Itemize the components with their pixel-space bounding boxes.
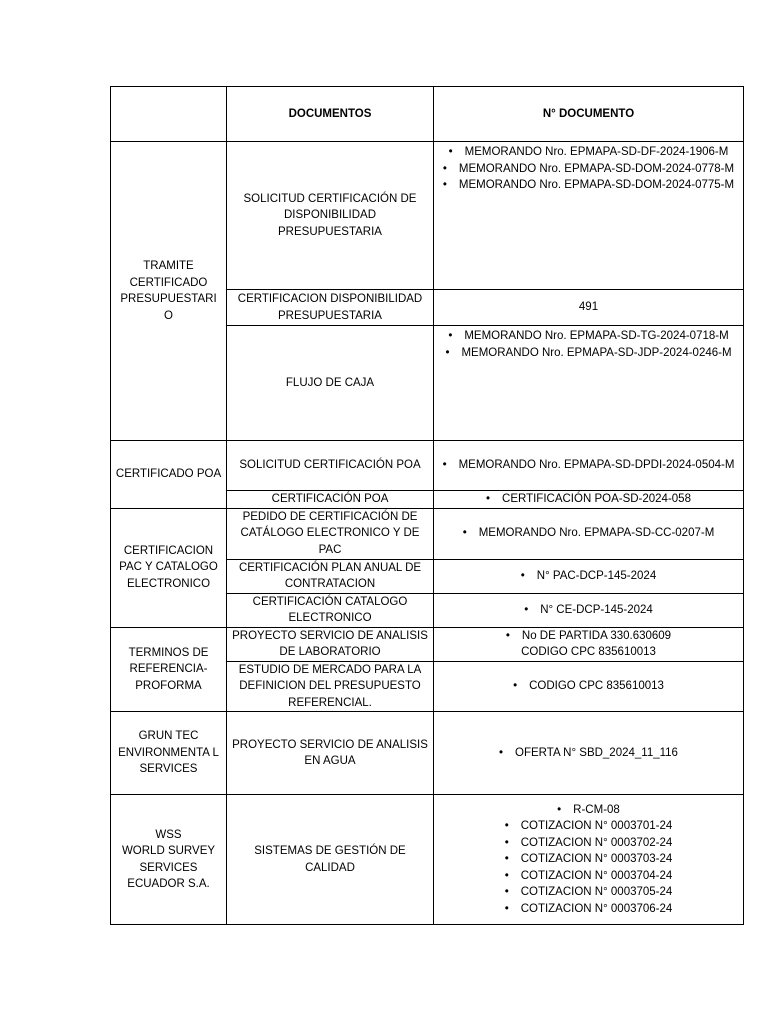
document-number-cell — [434, 508, 744, 559]
document-number-cell — [434, 559, 744, 593]
bullet-icon: • — [462, 527, 467, 540]
list-item: • MEMORANDO Nro. EPMAPA-SD-JDP-2024-0246-M — [438, 345, 739, 362]
bullet-list — [438, 678, 739, 695]
list-item: • CODIGO CPC 835610013 — [438, 678, 739, 695]
list-item-continuation: CODIGO CPC 835610013 — [521, 646, 656, 658]
header-documents: DOCUMENTOS — [227, 87, 434, 142]
document-number-plain: 491 — [434, 290, 744, 326]
header-document-number: N° DOCUMENTO — [434, 87, 744, 142]
table-row — [111, 441, 744, 491]
bullet-icon: • — [499, 746, 504, 759]
group-title: TERMINOS DE REFERENCIA-PROFORMA — [111, 627, 227, 712]
group-title: CERTIFICADO POA — [111, 441, 227, 509]
bullet-list — [438, 491, 739, 508]
document-name: CERTIFICACIÓN PLAN ANUAL DE CONTRATACION — [227, 559, 434, 593]
bullet-icon: • — [442, 459, 447, 472]
bullet-icon: • — [504, 836, 509, 849]
bullet-list — [438, 457, 739, 474]
list-item: • MEMORANDO Nro. EPMAPA-SD-TG-2024-0718-M — [438, 328, 739, 345]
bullet-icon: • — [520, 569, 525, 582]
bullet-list — [438, 602, 739, 619]
list-item: • OFERTA N° SBD_2024_11_116 — [438, 745, 739, 762]
list-item: • MEMORANDO Nro. EPMAPA-SD-DF-2024-1906-M — [438, 144, 739, 161]
document-name: CERTIFICACIÓN CATALOGO ELECTRONICO — [227, 593, 434, 627]
bullet-icon: • — [504, 820, 509, 833]
document-number-cell — [434, 593, 744, 627]
list-item: • R-CM-08 — [438, 802, 739, 819]
list-item: • COTIZACION N° 0003701-24 — [438, 818, 739, 835]
documents-table — [110, 86, 744, 925]
bullet-list — [438, 628, 739, 661]
list-item: • COTIZACION N° 0003705-24 — [438, 884, 739, 901]
list-item: • N° PAC-DCP-145-2024 — [438, 568, 739, 585]
list-item: • MEMORANDO Nro. EPMAPA-SD-CC-0207-M — [438, 525, 739, 542]
list-item: • No DE PARTIDA 330.630609 — [438, 628, 739, 645]
bullet-icon: • — [448, 146, 453, 158]
document-name: PEDIDO DE CERTIFICACIÓN DE CATÁLOGO ELECTRONICO Y DE PAC — [227, 508, 434, 559]
bullet-icon: • — [442, 162, 447, 175]
bullet-icon: • — [445, 346, 450, 359]
table-row — [111, 142, 744, 290]
list-item: • COTIZACION N° 0003704-24 — [438, 868, 739, 885]
bullet-list — [438, 328, 739, 361]
document-number-cell — [434, 326, 744, 441]
document-number-cell — [434, 627, 744, 661]
table-row — [111, 795, 744, 925]
table-header-row — [111, 87, 744, 142]
document-number-cell — [434, 441, 744, 491]
header-empty-cell — [111, 87, 227, 142]
bullet-icon: • — [524, 603, 529, 616]
document-number-cell — [434, 661, 744, 712]
bullet-icon: • — [504, 869, 509, 882]
document-number-cell — [434, 142, 744, 290]
document-name: SISTEMAS DE GESTIÓN DE CALIDAD — [227, 795, 434, 925]
bullet-list — [438, 525, 739, 542]
group-title: TRAMITE CERTIFICADO PRESUPUESTARI O — [111, 142, 227, 441]
list-item: • CERTIFICACIÓN POA-SD-2024-058 — [438, 491, 739, 508]
document-name: SOLICITUD CERTIFICACIÓN DE DISPONIBILIDAD PRESUPUESTARIA — [227, 142, 434, 290]
bullet-list — [438, 802, 739, 918]
list-item: • N° CE-DCP-145-2024 — [438, 602, 739, 619]
bullet-icon: • — [513, 680, 518, 692]
bullet-icon: • — [442, 179, 447, 191]
table-row — [111, 627, 744, 661]
group-title — [111, 795, 227, 925]
bullet-list — [438, 745, 739, 762]
document-number-cell — [434, 712, 744, 795]
list-item: • MEMORANDO Nro. EPMAPA-SD-DOM-2024-0778-M — [438, 161, 739, 178]
bullet-icon: • — [504, 853, 509, 866]
bullet-icon: • — [505, 629, 510, 642]
document-name: CERTIFICACION DISPONIBILIDAD PRESUPUESTARIA — [227, 290, 434, 326]
document-name: ESTUDIO DE MERCADO PARA LA DEFINICION DEL PRESUPUESTO REFERENCIAL. — [227, 661, 434, 712]
table-row — [111, 712, 744, 795]
list-item: • COTIZACION N° 0003702-24 — [438, 835, 739, 852]
document-name: CERTIFICACIÓN POA — [227, 491, 434, 509]
bullet-list — [438, 568, 739, 585]
document-number-cell — [434, 491, 744, 509]
group-title: CERTIFICACION PAC Y CATALOGO ELECTRONICO — [111, 508, 227, 627]
table-row — [111, 508, 744, 559]
bullet-icon: • — [448, 330, 453, 342]
list-item: • MEMORANDO Nro. EPMAPA-SD-DOM-2024-0775-M — [438, 177, 739, 194]
bullet-icon: • — [486, 493, 491, 505]
bullet-icon: • — [504, 886, 509, 899]
document-number-cell — [434, 795, 744, 925]
list-item: • COTIZACION N° 0003706-24 — [438, 901, 739, 918]
document-name: SOLICITUD CERTIFICACIÓN POA — [227, 441, 434, 491]
bullet-icon: • — [504, 902, 509, 915]
group-title: GRUN TEC ENVIRONMENTA L SERVICES — [111, 712, 227, 795]
list-item: • COTIZACION N° 0003703-24 — [438, 851, 739, 868]
list-item: • MEMORANDO Nro. EPMAPA-SD-DPDI-2024-0504-M — [438, 457, 739, 474]
bullet-list — [438, 144, 739, 194]
bullet-icon: • — [557, 803, 562, 816]
group-title-line: WORLD SURVEY SERVICES ECUADOR S.A. — [121, 845, 216, 890]
document-name: FLUJO DE CAJA — [227, 326, 434, 441]
document-name: PROYECTO SERVICIO DE ANALISIS EN AGUA — [227, 712, 434, 795]
document-name: PROYECTO SERVICIO DE ANALISIS DE LABORATORIO — [227, 627, 434, 661]
group-title-line: WSS — [155, 828, 182, 841]
